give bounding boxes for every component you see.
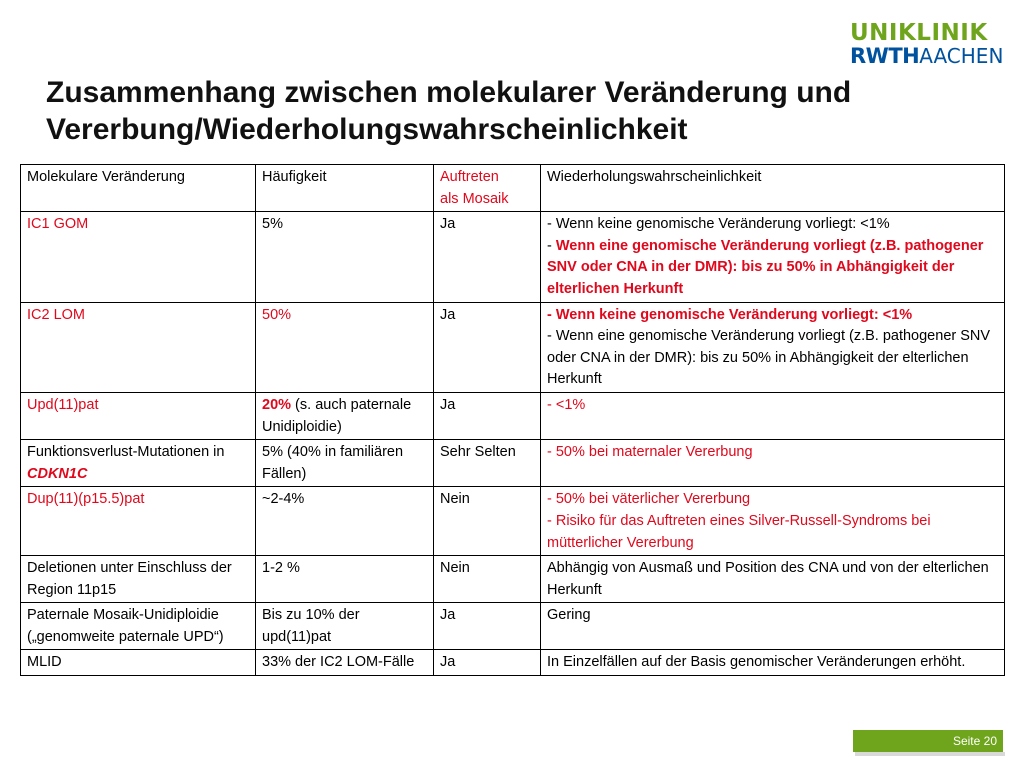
- cell-change: [21, 440, 256, 487]
- cell-frequency: 5% (40% in familiären Fällen): [256, 440, 434, 487]
- cell-recurrence: In Einzelfällen auf der Basis genomischer Veränderungen erhöht.: [541, 650, 1005, 676]
- cell-mosaic: Ja: [434, 392, 541, 439]
- table-row: [21, 302, 1005, 392]
- uniklinik-logo: [850, 20, 1004, 70]
- logo-rwth: RWTH: [850, 44, 920, 68]
- cell-mosaic: Ja: [434, 302, 541, 392]
- recurrence-highlight: Wenn eine genomische Veränderung vorliegt (z.B. pathogener SNV oder CNA in der DMR): bis zu 50% in Abhängigkeit der elterlichen Herkunft: [547, 237, 984, 297]
- cell-change: Upd(11)pat: [21, 392, 256, 439]
- logo-aachen: AACHEN: [919, 44, 1004, 68]
- cell-recurrence: [541, 212, 1005, 302]
- recurrence-line: - Risiko für das Auftreten eines Silver-Russell-Syndroms bei mütterlicher Vererbung: [547, 512, 931, 551]
- cell-recurrence: [541, 302, 1005, 392]
- cell-mosaic: Ja: [434, 603, 541, 650]
- cell-frequency: 1-2 %: [256, 556, 434, 603]
- table-row: [21, 556, 1005, 603]
- cell-frequency: ~2-4%: [256, 487, 434, 556]
- page-number: Seite 20: [952, 734, 997, 748]
- header-mosaic-line1: Auftreten: [440, 169, 499, 185]
- table-row: [21, 650, 1005, 676]
- table-header-row: [21, 165, 1005, 212]
- cell-mosaic: Nein: [434, 556, 541, 603]
- cell-mosaic: Ja: [434, 212, 541, 302]
- recurrence-highlight: - Wenn keine genomische Veränderung vorliegt: <1%: [547, 306, 913, 323]
- frequency-note: (s. auch paternale Unidiploidie): [262, 396, 412, 435]
- table-row: [21, 603, 1005, 650]
- cell-frequency: 5%: [256, 212, 434, 302]
- frequency-highlight: 20%: [262, 396, 292, 413]
- cell-recurrence: [541, 487, 1005, 556]
- cell-frequency: [256, 392, 434, 439]
- cell-recurrence: Gering: [541, 603, 1005, 650]
- page-number-badge: [853, 730, 1003, 752]
- logo-line2: [850, 44, 1004, 68]
- table-row: [21, 487, 1005, 556]
- cell-mosaic: Nein: [434, 487, 541, 556]
- logo-line1: [850, 22, 1000, 44]
- cell-frequency: 50%: [256, 302, 434, 392]
- header-mosaic-line2: als Mosaik: [440, 190, 509, 207]
- cell-change: IC2 LOM: [21, 302, 256, 392]
- cell-recurrence: - <1%: [541, 392, 1005, 439]
- footer-shadow: [855, 752, 1005, 756]
- recurrence-line: [547, 236, 998, 301]
- header-frequency: Häufigkeit: [256, 165, 434, 212]
- table-row: [21, 440, 1005, 487]
- cell-mosaic: Ja: [434, 650, 541, 676]
- cell-recurrence: Abhängig von Ausmaß und Position des CNA und von der elterlichen Herkunft: [541, 556, 1005, 603]
- recurrence-prefix: -: [547, 237, 556, 254]
- cell-change: MLID: [21, 650, 256, 676]
- gene-name: CDKN1C: [27, 465, 88, 482]
- cell-change: Deletionen unter Einschluss der Region 11p15: [21, 556, 256, 603]
- cell-change: IC1 GOM: [21, 212, 256, 302]
- table-row: [21, 212, 1005, 302]
- header-recurrence: Wiederholungswahrscheinlichkeit: [541, 165, 1005, 212]
- cell-mosaic: Sehr Selten: [434, 440, 541, 487]
- recurrence-line: - Wenn eine genomische Veränderung vorliegt (z.B. pathogener SNV oder CNA in der DMR): bis zu 50% in Abhängigkeit der elterlichen Herkunft: [547, 328, 991, 388]
- change-text: Funktionsverlust-Mutationen in: [27, 444, 225, 461]
- header-molecular-change: Molekulare Veränderung: [21, 165, 256, 212]
- slide-title: Zusammenhang zwischen molekularer Veränderung und Vererbung/Wiederholungswahrscheinlichkeit: [46, 76, 852, 146]
- cell-recurrence: - 50% bei maternaler Vererbung: [541, 440, 1005, 487]
- cell-change: Dup(11)(p15.5)pat: [21, 487, 256, 556]
- cell-change: Paternale Mosaik-Unidiploidie („genomweite paternale UPD“): [21, 603, 256, 650]
- inheritance-table: [20, 164, 1005, 676]
- logo-line1-text: UNIKLINIK: [850, 20, 988, 46]
- recurrence-line: - Wenn keine genomische Veränderung vorliegt: <1%: [547, 216, 890, 233]
- cell-frequency: Bis zu 10% der upd(11)pat: [256, 603, 434, 650]
- recurrence-line: - 50% bei väterlicher Vererbung: [547, 491, 751, 508]
- cell-frequency: 33% der IC2 LOM-Fälle: [256, 650, 434, 676]
- table-row: [21, 392, 1005, 439]
- header-mosaic: [434, 165, 541, 212]
